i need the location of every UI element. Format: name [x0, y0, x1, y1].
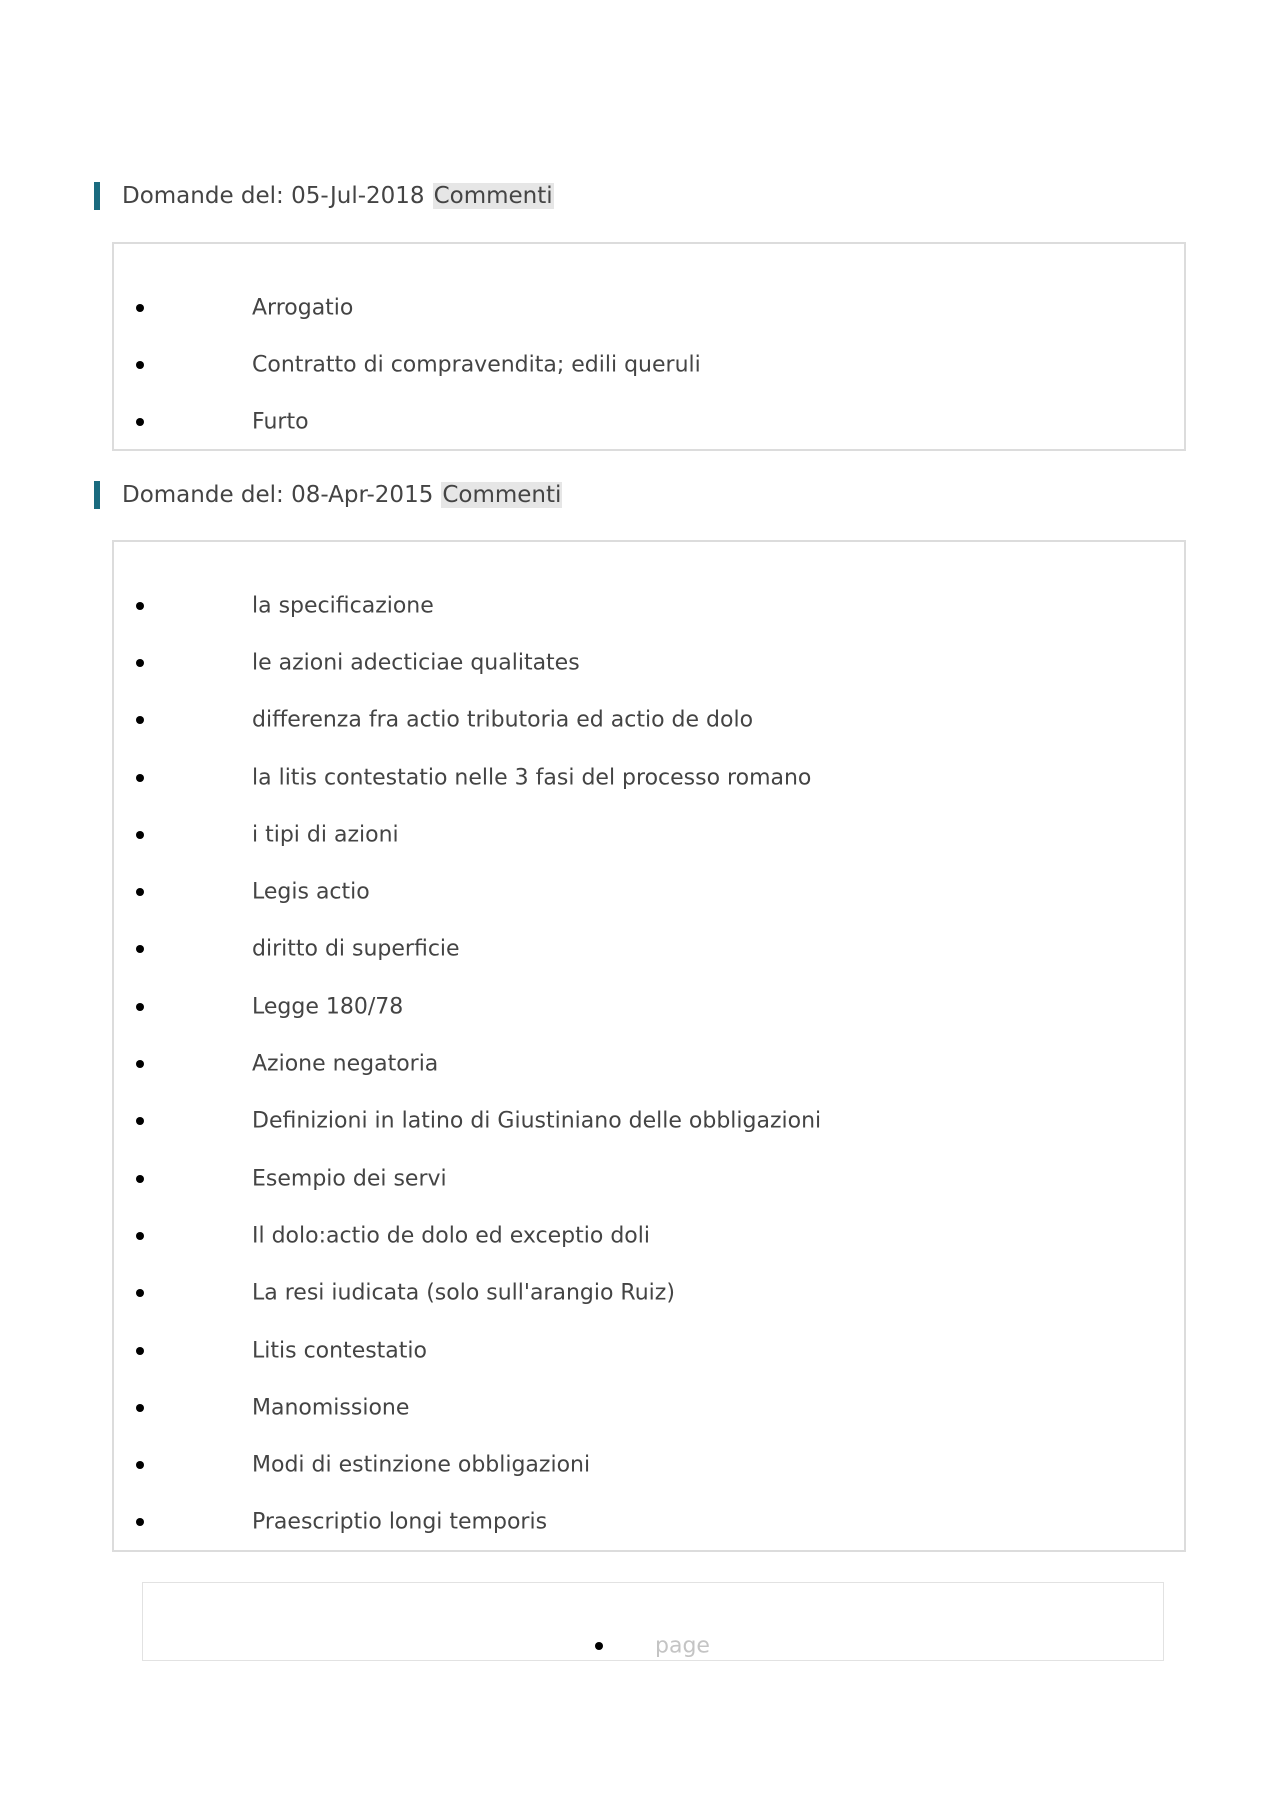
questions-box-2018 — [112, 242, 1186, 451]
question-text: Contratto di compravendita; edili queruli — [252, 352, 701, 378]
list-item — [114, 336, 1184, 393]
bullet-icon — [136, 831, 144, 839]
question-text: Manomissione — [252, 1395, 410, 1421]
list-item — [114, 1436, 1184, 1493]
question-text: diritto di superficie — [252, 936, 460, 962]
list-item — [114, 279, 1184, 336]
question-text: Furto — [252, 409, 309, 435]
question-text: Arrogatio — [252, 295, 354, 321]
list-item — [114, 692, 1184, 749]
list-item — [114, 1093, 1184, 1150]
comments-link[interactable]: Commenti — [433, 183, 553, 209]
section-title: Domande del: 05-Jul-2018 — [122, 183, 425, 209]
bullet-icon — [136, 716, 144, 724]
list-item — [114, 1150, 1184, 1207]
list-item — [114, 863, 1184, 920]
list-item — [114, 806, 1184, 863]
question-text: Azione negatoria — [252, 1051, 439, 1077]
question-text: Il dolo:actio de dolo ed exceptio doli — [252, 1223, 650, 1249]
bullet-icon — [136, 1347, 144, 1355]
bullet-icon — [136, 659, 144, 667]
bullet-icon — [136, 361, 144, 369]
question-text: la specificazione — [252, 593, 434, 619]
question-text: Litis contestatio — [252, 1338, 427, 1363]
question-text: le azioni adecticiae qualitates — [252, 650, 580, 676]
question-text: Legis actio — [252, 879, 370, 905]
questions-list — [114, 577, 1184, 1551]
bullet-icon — [136, 945, 144, 953]
questions-list — [114, 279, 1184, 451]
pagination — [142, 1582, 1164, 1661]
bullet-icon — [136, 418, 144, 426]
section-header-2018 — [94, 182, 554, 210]
list-item — [114, 634, 1184, 691]
comments-link[interactable]: Commenti — [442, 482, 562, 508]
bullet-icon — [136, 1404, 144, 1412]
list-item — [114, 394, 1184, 451]
bullet-icon — [136, 1117, 144, 1125]
bullet-icon — [136, 1232, 144, 1240]
question-text: i tipi di azioni — [252, 822, 399, 848]
section-accent-bar — [94, 481, 100, 509]
bullet-icon — [136, 1461, 144, 1469]
section-title: Domande del: 08-Apr-2015 — [122, 482, 434, 508]
bullet-icon — [136, 1518, 144, 1526]
section-accent-bar — [94, 182, 100, 210]
page-link[interactable]: page — [655, 1633, 710, 1659]
list-item — [114, 1322, 1184, 1379]
list-item — [114, 1035, 1184, 1092]
bullet-icon — [136, 1060, 144, 1068]
question-text: La resi iudicata (solo sull'arangio Ruiz) — [252, 1280, 675, 1306]
bullet-icon — [136, 888, 144, 896]
question-text: Esempio dei servi — [252, 1166, 447, 1192]
list-item — [114, 1265, 1184, 1322]
questions-box-2015 — [112, 540, 1186, 1552]
list-item — [114, 1207, 1184, 1264]
list-item — [114, 577, 1184, 634]
bullet-icon — [136, 602, 144, 610]
list-item — [114, 749, 1184, 806]
bullet-icon — [136, 1289, 144, 1297]
bullet-icon — [136, 774, 144, 782]
question-text: differenza fra actio tributoria ed actio de dolo — [252, 707, 754, 733]
list-item — [114, 921, 1184, 978]
question-text: Definizioni in latino di Giustiniano delle obbligazioni — [252, 1108, 822, 1134]
bullet-icon — [595, 1642, 603, 1650]
question-text: Praescriptio longi temporis — [252, 1509, 548, 1535]
bullet-icon — [136, 1003, 144, 1011]
question-text: Modi di estinzione obbligazioni — [252, 1452, 591, 1478]
list-item — [114, 1379, 1184, 1436]
section-header-2015 — [94, 481, 562, 509]
bullet-icon — [136, 1175, 144, 1183]
bullet-icon — [136, 304, 144, 312]
list-item — [114, 978, 1184, 1035]
list-item — [114, 1494, 1184, 1551]
question-text: la litis contestatio nelle 3 fasi del processo romano — [252, 765, 812, 791]
question-text: Legge 180/78 — [252, 994, 404, 1020]
